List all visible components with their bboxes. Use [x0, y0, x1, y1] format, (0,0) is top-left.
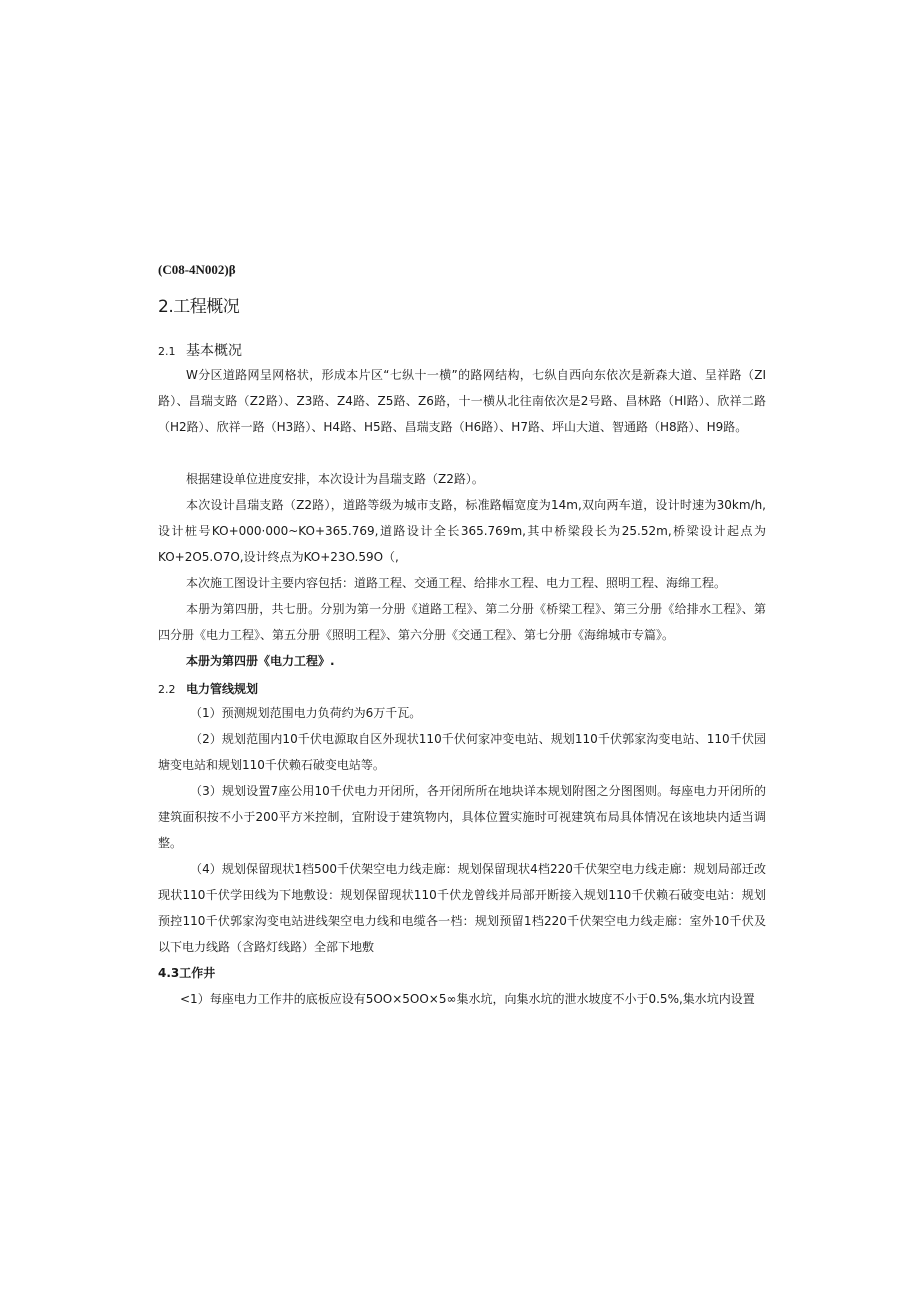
paragraph-content: 本次施工图设计主要内容包括：道路工程、交通工程、给排水工程、电力工程、照明工程、海绵工程。: [186, 576, 727, 590]
list-item-1: （1）预测规划范围电力负荷约为6万千瓦。: [190, 706, 422, 720]
paragraph-design-details: 本次设计昌瑞支路（Z2路），道路等级为城市支路，标准路幅宽度为14m,双向两车道，设计时速为30km∕h,设计桩号KO+000·000~KO+365.769,道路设计全长365.769m,其中桥梁段长为25.52m,桥梁设计起点为KO+2O5.O7O,设计终点为KO+23O.59O（,: [158, 498, 766, 564]
section-title: 基本概况: [186, 343, 242, 359]
paragraph-this-volume: 本册为第四册《电力工程》.: [186, 654, 335, 668]
section-4-3-heading: 4.3工作井: [158, 966, 216, 980]
document-code: (C08-4N002)β: [158, 262, 236, 277]
section-2-1-heading: [158, 340, 242, 360]
paragraph-road-network: W分区道路网呈网格状，形成本片区“七纵十一横”的路网结构，七纵自西向东依次是新森大道、呈祥路（ZI路）、昌瑞支路（Z2路）、Z3路、Z4路、Z5路、Z6路，十一横从北往南依次是2号路、昌林路（Hl路）、欣祥二路（H2路）、欣祥一路（H3路）、H4路、H5路、昌瑞支路（H6路）、H7路、坪山大道、智通路（H8路）、H9路。: [158, 368, 766, 434]
section-number: 2.1: [158, 345, 176, 358]
paragraph-volumes: 本册为第四册，共七册。分别为第一分册《道路工程》、第二分册《桥梁工程》、第三分册《给排水工程》、第四分册《电力工程》、第五分册《照明工程》、第六分册《交通工程》、第七分册《海绵城市专篇》。: [158, 602, 766, 642]
section-number: 2.2: [158, 683, 176, 696]
section-title: 电力管线规划: [186, 682, 259, 696]
list-item-4: （4）规划保留现状1档500千伏架空电力线走廊：规划保留现状4档220千伏架空电力线走廊：规划局部迁改现状110千伏学田线为下地敷设：规划保留现状110千伏龙曾线并局部开断接入规划110千伏赖石破变电站：规划预控110千伏郭家沟变电站进线架空电力线和电缆各一档：规划预留1档220千伏架空电力线走廊：室外10千伏及以下电力线路（含路灯线路）全部下地敷: [158, 862, 766, 954]
list-item-3: （3）规划设置7座公用10千伏电力开闭所，各开闭所所在地块详本规划附图之分图图则。每座电力开闭所的建筑面积按不小于200平方米控制，宜附设于建筑物内，具体位置实施时可视建筑布局具体情况在该地块内适当调整。: [158, 784, 766, 850]
list-item-2: （2）规划范围内10千伏电源取自区外现状110千伏何家冲变电站、规划110千伏郭家沟变电站、110千伏园塘变电站和规划110千伏赖石破变电站等。: [158, 732, 766, 772]
list-item-5: <1）每座电力工作井的底板应设有5OO×5OO×5∞集水坑，向集水坑的泄水坡度不小于0.5%,集水坑内设置: [180, 992, 755, 1006]
section-2-2-heading: [158, 680, 258, 697]
paragraph-design-scope: 根据建设单位进度安排，本次设计为昌瑞支路（Z2路）。: [186, 472, 484, 486]
chapter-title: 2.工程概况: [158, 297, 240, 317]
